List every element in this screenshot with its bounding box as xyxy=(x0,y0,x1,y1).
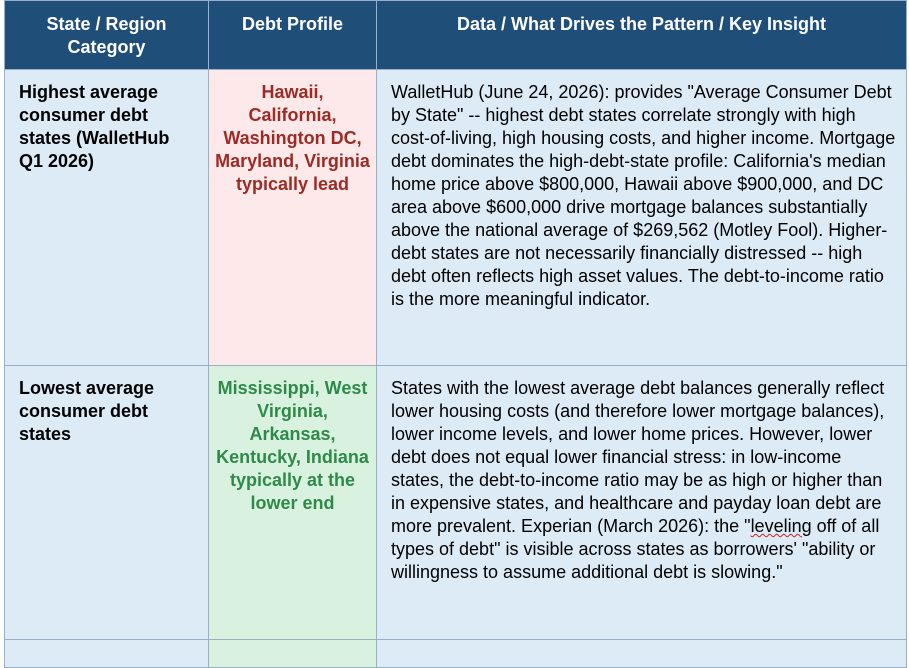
debt-profile-cell: Hawaii, California, Washington DC, Maryland, Virginia typically lead xyxy=(209,70,377,366)
insight-cell: WalletHub (June 24, 2026): provides "Average Consumer Debt by State" -- highest debt states correlate strongly with high cost-of-living, high housing costs, and higher income. Mortgage debt dominates the high-debt-state profile: California's median home price above $800,000, Hawaii above $900,000, and DC area above $600,000 drive mortgage balances substantially above the national average of $269,562 (Motley Fool). Higher-debt states are not necessarily financially distressed -- high debt often reflects high asset values. The debt-to-income ratio is the more meaningful indicator. xyxy=(377,70,907,366)
insight-text-start: States with the lowest average debt balances generally reflect lower housing costs (and therefore lower mortgage balances), lower income levels, and lower home prices. However, lower debt does not equal lower financial stress: in low-income states, the debt-to-income ratio may be as high or higher than in expensive states, and healthcare and payday loan debt are more prevalent. Experian (March 2026): the " xyxy=(391,378,885,536)
header-key-insight: Data / What Drives the Pattern / Key Insight xyxy=(377,1,907,70)
header-row xyxy=(5,1,907,70)
debt-profile-cell xyxy=(209,640,377,668)
header-state-region-category: State / Region Category xyxy=(5,1,209,70)
insight-cell xyxy=(377,640,907,668)
table-row xyxy=(5,366,907,640)
table-row-partial xyxy=(5,640,907,668)
debt-by-state-table xyxy=(4,0,907,668)
category-cell xyxy=(5,640,209,668)
table-row xyxy=(5,70,907,366)
header-debt-profile: Debt Profile xyxy=(209,1,377,70)
debt-profile-cell: Mississippi, West Virginia, Arkansas, Kentucky, Indiana typically at the lower end xyxy=(209,366,377,640)
spellcheck-flagged-word: leveling xyxy=(750,516,812,536)
insight-text-end: off of all types of debt" is visible across states as borrowers' "ability or willingness to assume additional debt is slowing." xyxy=(391,516,880,582)
category-cell: Lowest average consumer debt states xyxy=(5,366,209,640)
category-cell: Highest average consumer debt states (WalletHub Q1 2026) xyxy=(5,70,209,366)
insight-cell xyxy=(377,366,907,640)
